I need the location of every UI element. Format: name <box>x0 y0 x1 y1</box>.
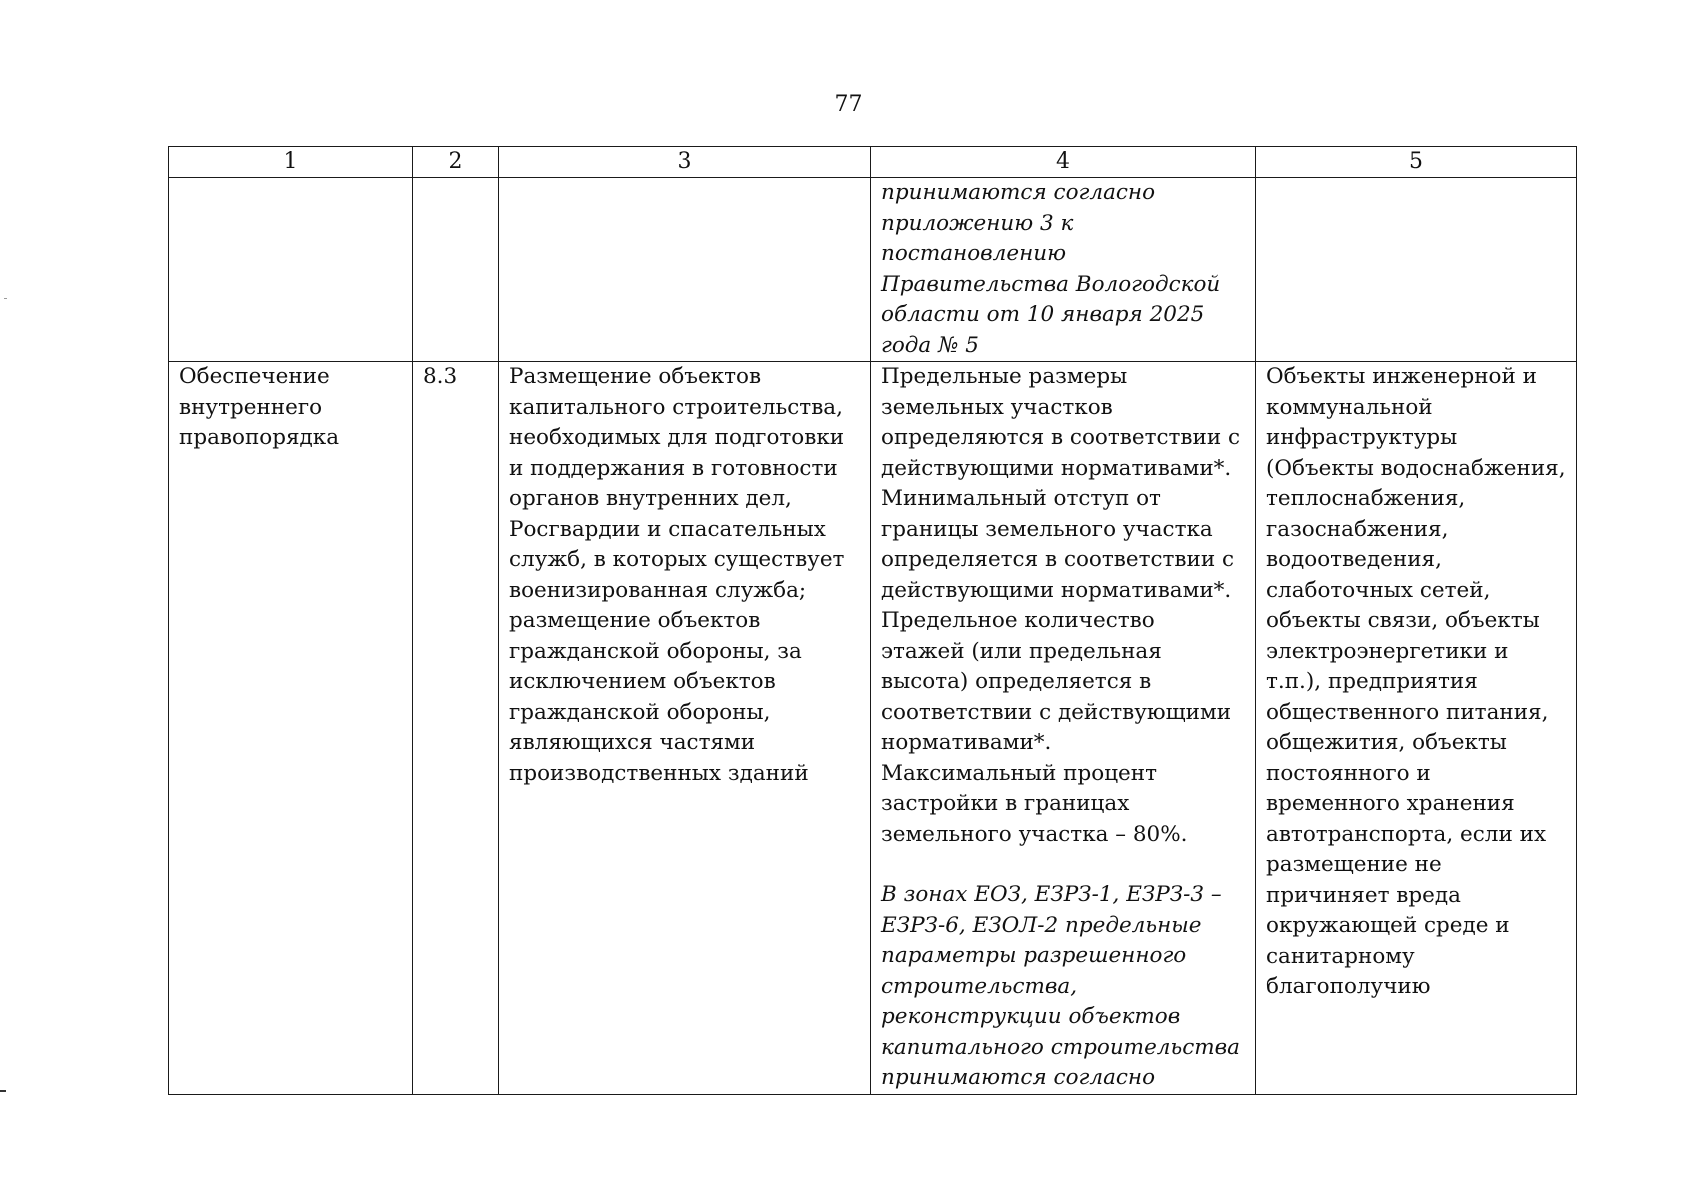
land-use-description-cell: Размещение объектов капитального строительства, необходимых для подготовки и поддержания в готовности органов внутренних дел, Росгвардии и спасательных служб, в которых существует военизированная служба; размещение объектов гражданской обороны, за исключением объектов гражданской обороны, являющихся частями производственных зданий <box>499 362 871 1095</box>
parameter-floor-count: Предельное количество этажей (или предельная высота) определяется в соответствии с действующими нормативами*. <box>881 608 1232 755</box>
continuation-cell-5 <box>1256 178 1577 362</box>
protected-zones-note: В зонах ЕОЗ, ЕЗРЗ-1, ЕЗРЗ-3 – ЕЗРЗ-6, ЕЗОЛ-2 предельные параметры разрешенного строительства, реконструкции объектов капитального строительства принимаются согласно <box>881 882 1240 1090</box>
table-row-continuation <box>169 178 1577 362</box>
land-use-type-cell: Обеспечение внутреннего правопорядка <box>169 362 413 1095</box>
scan-edge-mark <box>4 298 7 299</box>
building-parameters-cell <box>871 362 1256 1095</box>
column-header-3: 3 <box>499 147 871 178</box>
column-header-5: 5 <box>1256 147 1577 178</box>
scan-edge-mark <box>0 1090 6 1092</box>
parameter-min-setback: Минимальный отступ от границы земельного участка определяется в соответствии с действующими нормативами*. <box>881 486 1235 603</box>
page-number: 77 <box>834 92 863 117</box>
paragraph-gap <box>881 850 1245 880</box>
land-use-code-cell: 8.3 <box>413 362 499 1095</box>
parameter-max-coverage: Максимальный процент застройки в границах земельного участка – 80%. <box>881 760 1188 847</box>
continuation-cell-2 <box>413 178 499 362</box>
regulations-table <box>168 146 1577 1095</box>
column-header-1: 1 <box>169 147 413 178</box>
table-header-row <box>169 147 1577 178</box>
continuation-cell-3 <box>499 178 871 362</box>
continuation-cell-4: принимаются согласно приложению 3 к постановлению Правительства Вологодской области от 10 января 2025 года № 5 <box>871 178 1256 362</box>
column-header-4: 4 <box>871 147 1256 178</box>
auxiliary-uses-cell: Объекты инженерной и коммунальной инфраструктуры (Объекты водоснабжения, теплоснабжения, газоснабжения, водоотведения, слаботочных сетей, объекты связи, объекты электроэнергетики и т.п.), предприятия общественного питания, общежития, объекты постоянного и временного хранения автотранспорта, если их размещение не причиняет вреда окружающей среде и санитарному благополучию <box>1256 362 1577 1095</box>
parameter-plot-size: Предельные размеры земельных участков определяются в соответствии с действующими нормативами*. <box>881 364 1241 481</box>
continuation-cell-1 <box>169 178 413 362</box>
column-header-2: 2 <box>413 147 499 178</box>
table-row-internal-order <box>169 362 1577 1095</box>
